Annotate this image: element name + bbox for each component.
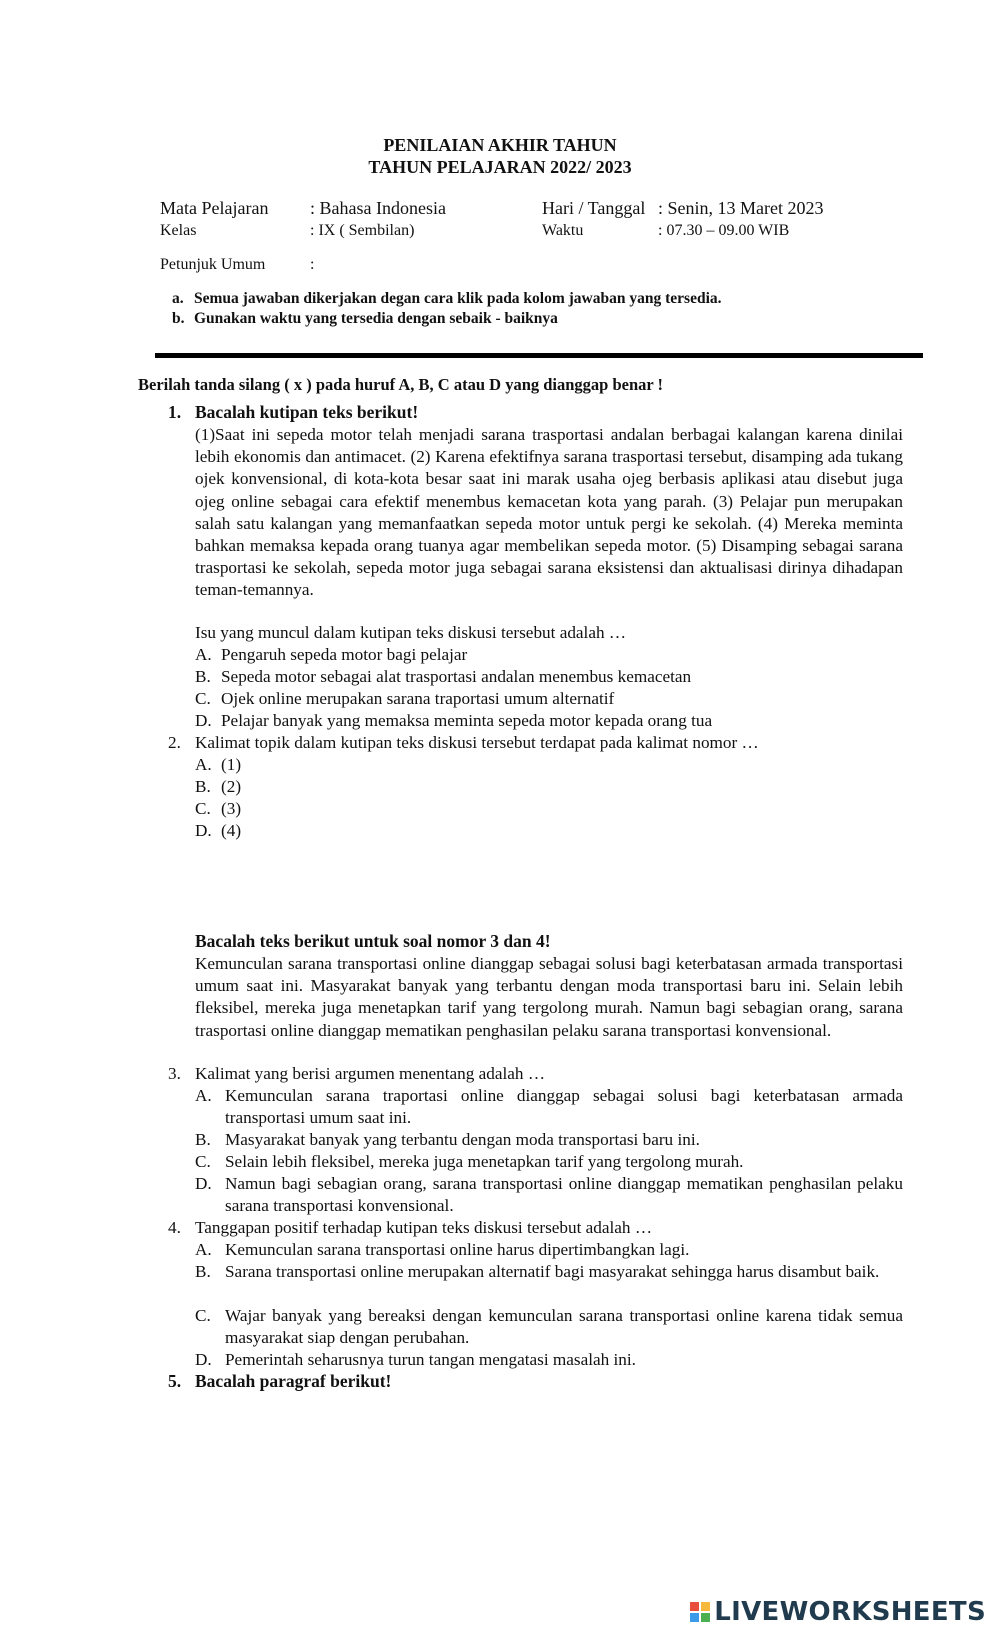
guide-b-letter: b. [172, 310, 185, 327]
logo-square [701, 1602, 710, 1611]
option-letter: C. [195, 799, 211, 818]
q2-number: 2. [168, 733, 181, 752]
option-letter: D. [195, 821, 212, 840]
q3-option-c-letter[interactable]: C. [195, 1152, 211, 1171]
option-letter: A. [195, 755, 212, 774]
option-text: (2) [221, 777, 242, 796]
time-label: Waktu [542, 222, 584, 239]
q3-option-d-text: Namun bagi sebagian orang, sarana transportasi online dianggap mematikan penghasilan pelaku sarana transportasi konvensional. [225, 1174, 903, 1216]
subject-value: : Bahasa Indonesia [310, 198, 446, 218]
general-instruction: Berilah tanda silang ( x ) pada huruf A, B, C atau D yang dianggap benar ! [138, 375, 664, 394]
time-value: : 07.30 – 09.00 WIB [658, 222, 790, 239]
exam-year: TAHUN PELAJARAN 2022/ 2023 [368, 157, 632, 177]
q4-number: 4. [168, 1218, 181, 1237]
liveworksheets-logo[interactable] [690, 1597, 986, 1627]
option-letter: C. [195, 689, 211, 708]
class-value: : IX ( Sembilan) [310, 222, 415, 239]
q3-question: Kalimat yang berisi argumen menentang adalah … [195, 1064, 546, 1083]
q4-question: Tanggapan positif terhadap kutipan teks diskusi tersebut adalah … [195, 1218, 653, 1237]
q1-heading: Bacalah kutipan teks berikut! [195, 402, 419, 422]
q3-option-b-text: Masyarakat banyak yang terbantu dengan moda transportasi baru ini. [225, 1130, 700, 1149]
logo-square [690, 1613, 699, 1622]
header-divider [155, 353, 923, 358]
date-label: Hari / Tanggal [542, 198, 646, 218]
q1-option-a[interactable] [195, 644, 467, 666]
option-letter: D. [195, 711, 212, 730]
q1-option-b[interactable] [195, 666, 691, 688]
q2-option-d[interactable] [195, 820, 241, 842]
subject-label: Mata Pelajaran [160, 198, 269, 218]
q4-option-b-text: Sarana transportasi online merupakan alternatif bagi masyarakat sehingga harus disambut baik. [225, 1262, 880, 1281]
q5-number: 5. [168, 1371, 182, 1391]
q4-option-a-letter[interactable]: A. [195, 1240, 212, 1259]
q4-option-d-text: Pemerintah seharusnya turun tangan mengatasi masalah ini. [225, 1350, 636, 1369]
q3-option-b-letter[interactable]: B. [195, 1130, 211, 1149]
option-letter: B. [195, 667, 211, 686]
exam-title: PENILAIAN AKHIR TAHUN [383, 135, 617, 155]
q2-option-b[interactable] [195, 776, 241, 798]
q1-number: 1. [168, 402, 182, 422]
q1-option-d[interactable] [195, 710, 712, 732]
q4-option-a-text: Kemunculan sarana transportasi online harus dipertimbangkan lagi. [225, 1240, 690, 1259]
q1-question: Isu yang muncul dalam kutipan teks diskusi tersebut adalah … [195, 623, 627, 642]
option-text: Pengaruh sepeda motor bagi pelajar [221, 645, 468, 664]
passage2-text: Kemunculan sarana transportasi online dianggap sebagai solusi bagi keterbatasan armada transportasi umum saat ini. Masyarakat banyak yang terbantu dengan moda transportasi baru ini. Selain lebih fleksibel, mereka juga menetapkan tarif yang tergolong murah. Namun bagi sebagian orang, sarana trasportasi online dianggap mematikan penghasilan pelaku sarana transportasi konvensional. [195, 954, 903, 1040]
q4-option-c-text: Wajar banyak yang bereaksi dengan kemunculan sarana transportasi online karena tidak semua masyarakat siap dengan perubahan. [225, 1306, 903, 1348]
class-label: Kelas [160, 222, 197, 239]
option-letter: A. [195, 645, 212, 664]
passage2-heading: Bacalah teks berikut untuk soal nomor 3 dan 4! [195, 931, 551, 951]
q3-number: 3. [168, 1064, 181, 1083]
q2-option-a[interactable] [195, 754, 241, 776]
guide-a: Semua jawaban dikerjakan degan cara klik pada kolom jawaban yang tersedia. [194, 290, 722, 307]
q5-heading: Bacalah paragraf berikut! [195, 1371, 392, 1391]
logo-square [690, 1602, 699, 1611]
option-text: (3) [221, 799, 242, 818]
option-text: (4) [221, 821, 242, 840]
q2-option-c[interactable] [195, 798, 241, 820]
logo-square [701, 1613, 710, 1622]
q3-option-c-text: Selain lebih fleksibel, mereka juga menetapkan tarif yang tergolong murah. [225, 1152, 744, 1171]
date-value: : Senin, 13 Maret 2023 [658, 198, 824, 218]
q3-option-a-letter[interactable]: A. [195, 1086, 212, 1105]
q4-option-c-letter[interactable]: C. [195, 1306, 211, 1325]
q1-passage: (1)Saat ini sepeda motor telah menjadi sarana trasportasi andalan berbagai kalangan karena dinilai lebih ekonomis dan antimacet. (2) Karena efektifnya sarana trasportasi tersebut, disamping ada tukang ojek konvensional, di kota-kota besar saat ini marak usaha ojeg berbasis aplikasi atau disebut juga ojeg online sebagai cara efektif menembus kemacetan kota yang parah. (3) Pelajar pun merupakan salah satu kalangan yang memanfaatkan sepeda motor untuk pergi ke sekolah. (4) Mereka meminta bahkan memaksa kepada orang tuanya agar membelikan sepeda motor. (5) Disamping sebagai sarana trasportasi ke sekolah, sepeda motor juga sebagai sarana eksistensi dan aktualisasi dirinya dihadapan teman-temannya. [195, 425, 903, 600]
guide-a-letter: a. [172, 290, 184, 307]
option-text: (1) [221, 755, 242, 774]
q2-question: Kalimat topik dalam kutipan teks diskusi tersebut terdapat pada kalimat nomor … [195, 733, 759, 752]
q3-option-d-letter[interactable]: D. [195, 1174, 212, 1193]
q3-option-a-text: Kemunculan sarana traportasi online dianggap sebagai solusi bagi keterbatasan armada transportasi umum saat ini. [225, 1086, 903, 1128]
guide-label: Petunjuk Umum [160, 256, 266, 273]
option-text: Ojek online merupakan sarana traportasi umum alternatif [221, 689, 615, 708]
q4-option-d-letter[interactable]: D. [195, 1350, 212, 1369]
guide-colon: : [310, 256, 315, 273]
option-letter: B. [195, 777, 211, 796]
guide-b: Gunakan waktu yang tersedia dengan sebaik - baiknya [194, 310, 558, 327]
q1-option-c[interactable] [195, 688, 614, 710]
q4-option-b-letter[interactable]: B. [195, 1262, 211, 1281]
liveworksheets-wordmark: LIVEWORKSHEETS [714, 1597, 986, 1627]
option-text: Sepeda motor sebagai alat trasportasi andalan menembus kemacetan [221, 667, 692, 686]
liveworksheets-icon [690, 1602, 710, 1622]
option-text: Pelajar banyak yang memaksa meminta sepeda motor kepada orang tua [221, 711, 713, 730]
